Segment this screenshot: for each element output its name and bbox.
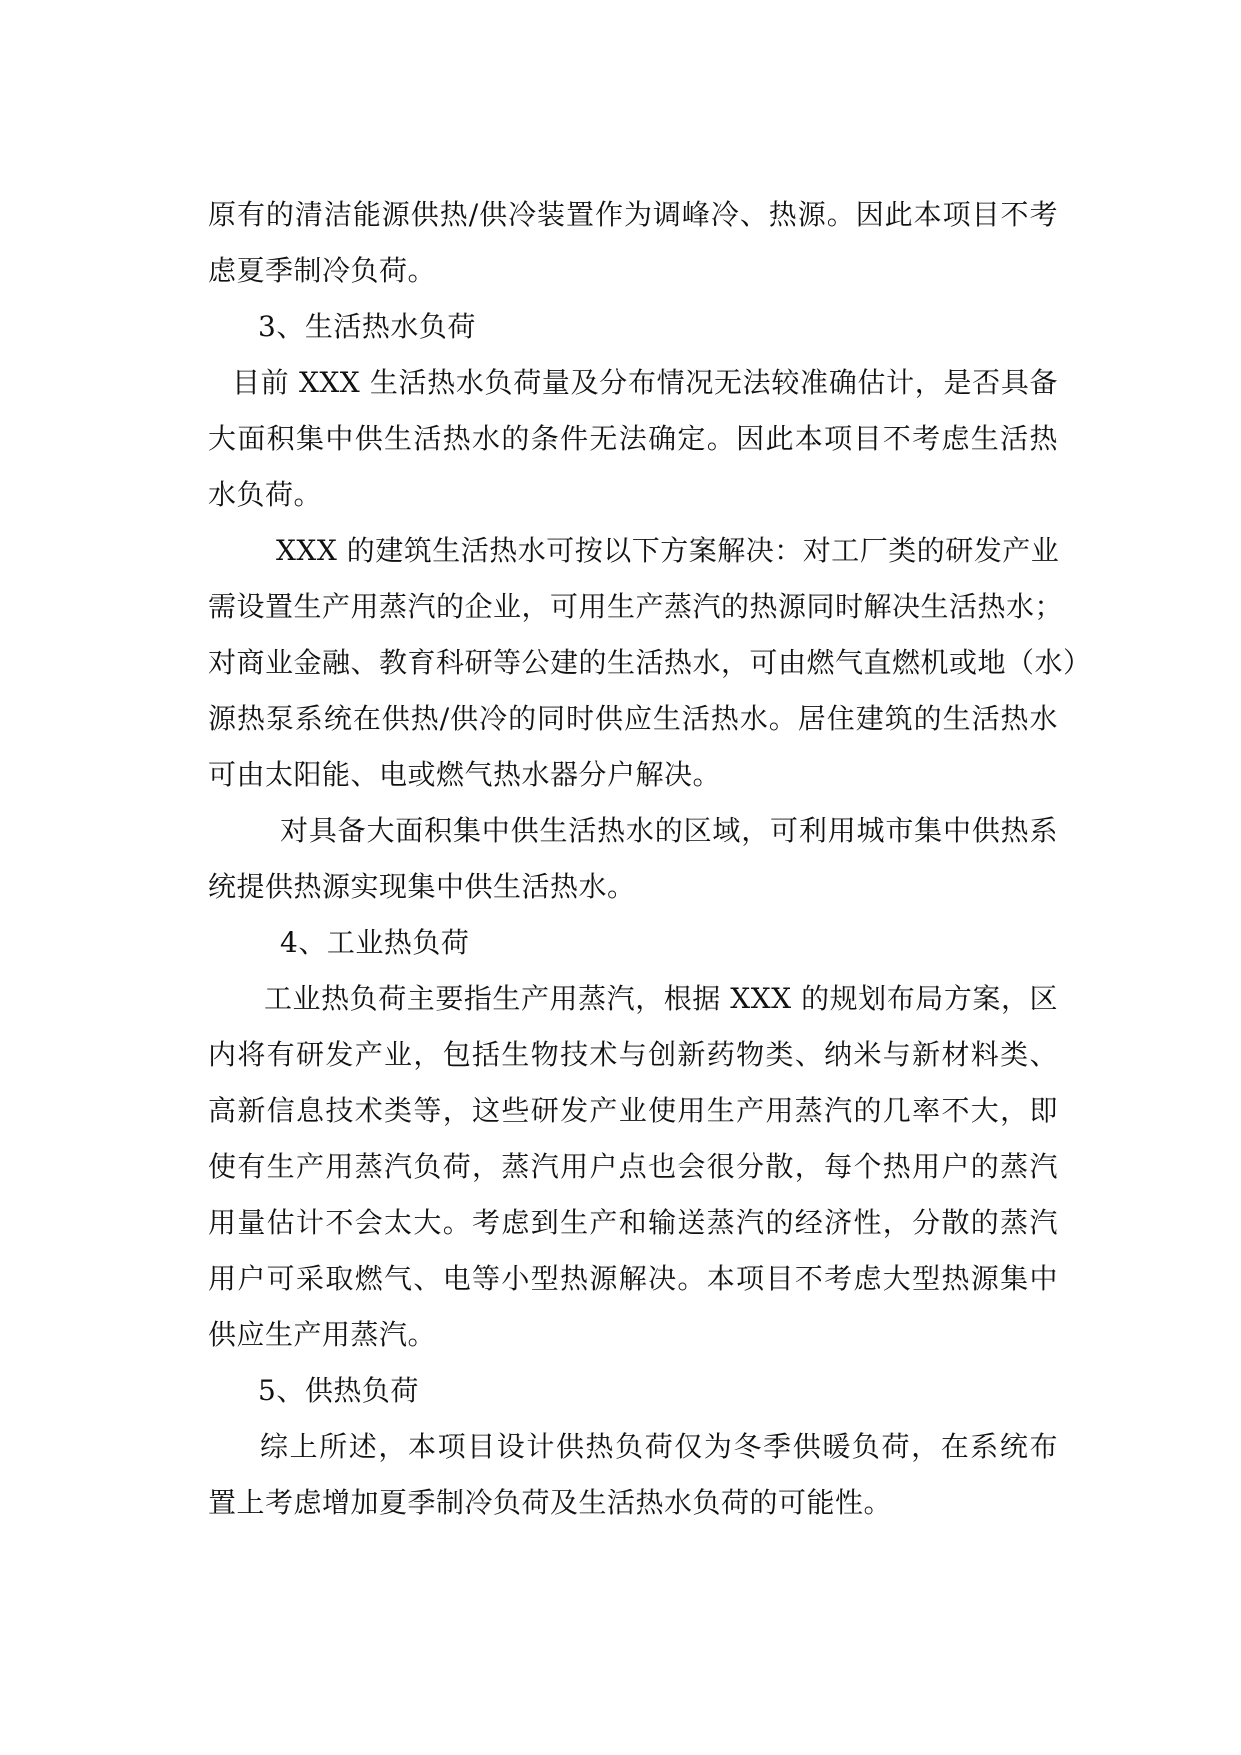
paragraph-line: 对具备大面积集中供生活热水的区域，可利用城市集中供热系 (280, 814, 1058, 847)
paragraph-line: 可由太阳能、电或燃气热水器分户解决。 (208, 758, 722, 791)
paragraph-line: 大面积集中供生活热水的条件无法确定。因此本项目不考虑生活热 (208, 422, 1058, 455)
paragraph-line: 统提供热源实现集中供生活热水。 (208, 870, 636, 903)
paragraph-line: 目前 XXX 生活热水负荷量及分布情况无法较准确估计，是否具备 (232, 366, 1058, 399)
paragraph-line: 原有的清洁能源供热/供冷装置作为调峰冷、热源。因此本项目不考 (208, 198, 1058, 231)
paragraph-line: 用户可采取燃气、电等小型热源解决。本项目不考虑大型热源集中 (208, 1262, 1058, 1295)
paragraph-line: 置上考虑增加夏季制冷负荷及生活热水负荷的可能性。 (208, 1486, 893, 1519)
paragraph-line: 用量估计不会太大。考虑到生产和输送蒸汽的经济性，分散的蒸汽 (208, 1206, 1058, 1239)
paragraph-line: 工业热负荷主要指生产用蒸汽，根据 XXX 的规划布局方案，区 (264, 982, 1058, 1015)
section-heading: 3、生活热水负荷 (258, 310, 476, 343)
paragraph-line: 源热泵系统在供热/供冷的同时供应生活热水。居住建筑的生活热水 (208, 702, 1058, 735)
paragraph-line: 内将有研发产业，包括生物技术与创新药物类、纳米与新材料类、 (208, 1038, 1058, 1071)
section-heading: 5、供热负荷 (258, 1374, 419, 1407)
paragraph-line: 高新信息技术类等，这些研发产业使用生产用蒸汽的几率不大，即 (208, 1094, 1058, 1127)
paragraph-line: 使有生产用蒸汽负荷，蒸汽用户点也会很分散，每个热用户的蒸汽 (208, 1150, 1058, 1183)
section-heading: 4、工业热负荷 (280, 926, 470, 959)
paragraph-line: 供应生产用蒸汽。 (208, 1318, 437, 1351)
paragraph-line: 对商业金融、教育科研等公建的生活热水，可由燃气直燃机或地（水） (208, 646, 1092, 679)
paragraph-line: 虑夏季制冷负荷。 (208, 254, 437, 287)
paragraph-line: XXX 的建筑生活热水可按以下方案解决：对工厂类的研发产业 (276, 534, 1060, 567)
paragraph-line: 水负荷。 (208, 478, 323, 511)
paragraph-line: 需设置生产用蒸汽的企业，可用生产蒸汽的热源同时解决生活热水； (208, 590, 1064, 623)
paragraph-line: 综上所述，本项目设计供热负荷仅为冬季供暖负荷，在系统布 (260, 1430, 1058, 1463)
